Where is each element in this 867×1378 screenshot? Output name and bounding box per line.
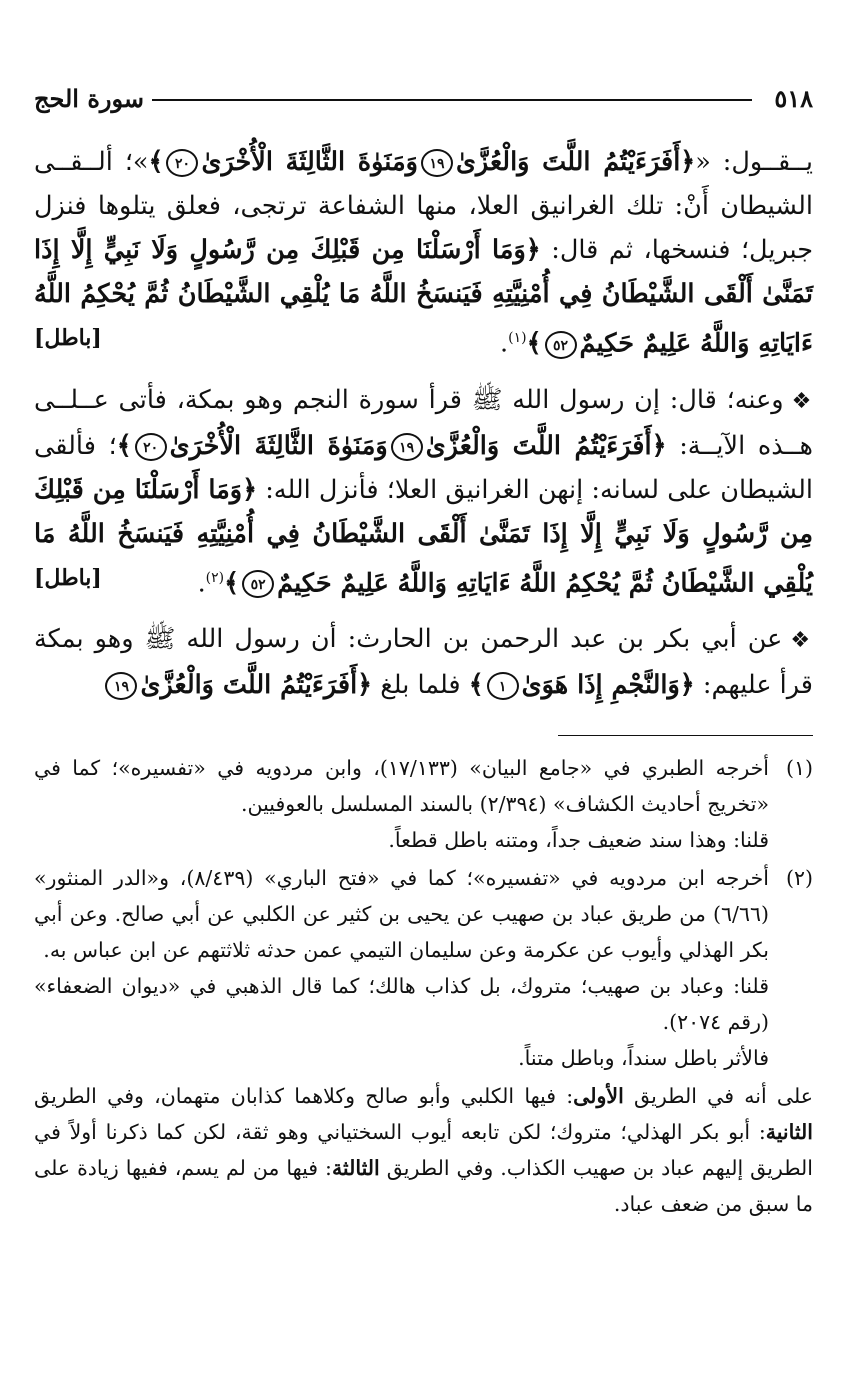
text-run: . <box>500 328 509 359</box>
quran-verse: وَمَنَوٰةَ الثَّالِثَةَ الْأُخْرَىٰ <box>201 147 418 177</box>
note-text: : فيها الكلبي وأبو صالح وكلاهما كذابان متهمان، وفي الطريق <box>34 1084 574 1108</box>
verse-number-marker: ٥٢ <box>545 331 577 359</box>
hadith-paragraph <box>34 378 813 606</box>
note-text: : فيها من لم يسم، ففيها زيادة على ما سبق من ضعف عباد. <box>34 1156 813 1216</box>
bullet-star-icon: ❖ <box>790 628 813 653</box>
footnote <box>34 860 813 1076</box>
verse-number-marker: ٥٢ <box>242 570 274 598</box>
footnote <box>34 750 813 858</box>
footnotes <box>34 750 813 1222</box>
note-text: على أنه في الطريق <box>623 1084 813 1108</box>
text-run: يــقــول: « <box>695 147 813 177</box>
text-run: وعنه؛ قال: إن رسول الله ﷺ قرأ سورة النجم وهو بمكة، فأتى عــلــى هــذه الآيــة: <box>34 384 813 461</box>
main-text <box>34 140 813 707</box>
verse-number-marker: ١٩ <box>391 433 423 461</box>
note-paragraph <box>34 1078 813 1222</box>
paragraph-text <box>34 617 813 707</box>
quran-verse: ﴿وَالنَّجْمِ إِذَا هَوَىٰ <box>521 670 695 700</box>
verse-number-marker: ٢٠ <box>135 433 167 461</box>
footnote-line: أخرجه الطبري في «جامع البيان» (١٧/١٣٣)، وابن مردويه في «تفسيره»؛ كما في «تخريج أحاديث الكشاف» (٢/٣٩٤) بالسند المسلسل بالعوفيين. <box>34 756 769 816</box>
footnote-line: فالأثر باطل سنداً، وباطل متناً. <box>518 1046 769 1070</box>
page-number: ٥١٨ <box>774 83 813 113</box>
verse-number-marker: ١٩ <box>105 672 137 700</box>
text-run: . <box>197 568 206 598</box>
quran-verse: ﴿أَفَرَءَيْتُمُ اللَّتَ وَالْعُزَّىٰ <box>425 430 667 461</box>
footnote-number: (١) <box>785 756 813 780</box>
quran-verse: ﴿أَفَرَءَيْتُمُ اللَّتَ وَالْعُزَّىٰ <box>140 670 373 700</box>
book-page <box>34 78 813 1338</box>
note-bold: الثالثة <box>331 1156 380 1180</box>
footnote-body <box>34 860 769 1076</box>
verse-number-marker: ٢٠ <box>166 149 198 177</box>
footnote-line: أخرجه ابن مردويه في «تفسيره»؛ كما في «فتح الباري» (٨/٤٣٩)، و«الدر المنثور» (٦/٦٦) من طريق عباد بن صهيب عن يحيى بن كثير عن الكلبي عن أبي صالح. وعن أبي بكر الهذلي وأيوب عن عكرمة وعن سليمان التيمي عمن حدثه ثلاثتهم عن ابن عباس به. <box>34 866 770 962</box>
quran-verse: ﴿أَفَرَءَيْتُمُ اللَّتَ وَالْعُزَّىٰ <box>455 147 696 177</box>
footnote-body <box>34 750 769 858</box>
additional-notes <box>34 1078 813 1222</box>
quran-verse: ﴾ <box>116 430 132 461</box>
footnote-line: قلنا: وهذا سند ضعيف جداً، ومتنه باطل قطعاً. <box>388 828 769 852</box>
hadith-paragraph <box>34 140 813 366</box>
text-run: عن أبي بكر بن عبد الرحمن بن الحارث: أن رسول الله ﷺ وهو بمكة قرأ عليهم: <box>34 624 813 700</box>
quran-verse: وَمَنَوٰةَ الثَّالِثَةَ الْأُخْرَىٰ <box>169 430 388 461</box>
footnote-ref: (١) <box>508 330 527 346</box>
bullet-star-icon: ❖ <box>791 388 813 414</box>
quran-verse: ﴾ <box>526 328 542 359</box>
text-run: »؛ ألــقــى الشيطان أَنْ: تلك الغرانيق العلا، منها الشفاعة ترتجى، فعلق يتلوها فنزل جبريل؛ فنسخها، ثم قال: <box>34 147 813 265</box>
paragraph-text <box>34 378 813 606</box>
verse-number-marker: ١ <box>487 672 519 700</box>
quran-verse: ﴿وَمَا أَرْسَلْنَا مِن قَبْلِكَ مِن رَّسُولٍ وَلَا نَبِيٍّ إِلَّا إِذَا تَمَنَّىٰ أَلْقَى الشَّيْطَانُ فِي أُمْنِيَّتِهِ فَيَنسَخُ اللَّهُ مَا يُلْقِي الشَّيْطَانُ ثُمَّ يُحْكِمُ اللَّهُ ءَايَاتِهِ وَاللَّهُ عَلِيمٌ حَكِيمٌ <box>34 474 813 598</box>
quran-verse: ﴾ <box>468 670 484 700</box>
footnote-separator <box>558 735 813 736</box>
verse-number-marker: ١٩ <box>421 149 453 177</box>
paragraph-text <box>34 140 813 366</box>
running-header <box>34 78 813 118</box>
grade-label: [باطل] <box>34 564 102 591</box>
quran-verse: ﴾ <box>148 147 164 177</box>
note-bold: الأولى <box>573 1084 624 1108</box>
quran-verse: ﴾ <box>224 568 240 598</box>
grade-label: [باطل] <box>34 325 102 351</box>
quran-verse: ﴿وَمَا أَرْسَلْنَا مِن قَبْلِكَ مِن رَّسُولٍ وَلَا نَبِيٍّ إِلَّا إِذَا تَمَنَّىٰ أَلْقَى الشَّيْطَانُ فِي أُمْنِيَّتِهِ فَيَنسَخُ اللَّهُ مَا يُلْقِي الشَّيْطَانُ ثُمَّ يُحْكِمُ اللَّهُ ءَايَاتِهِ وَاللَّهُ عَلِيمٌ حَكِيمٌ <box>34 235 813 359</box>
surah-title: سورة الحج <box>34 83 144 113</box>
footnote-line: قلنا: وعباد بن صهيب؛ متروك، بل كذاب هالك؛ كما قال الذهبي في «ديوان الضعفاء» (رقم ٢٠٧٤). <box>34 974 769 1034</box>
header-rule <box>152 99 752 101</box>
footnote-ref: (٢) <box>205 569 225 586</box>
hadith-paragraph <box>34 617 813 707</box>
text-run: ؛ فألقى الشيطان على لسانه: إنهن الغرانيق العلا؛ فأنزل الله: <box>34 430 813 505</box>
footnote-number: (٢) <box>785 866 813 890</box>
note-text: : أبو بكر الهذلي؛ متروك؛ لكن تابعه أيوب السختياني وهو ثقة، لكن كما ذكرنا أولاً في الطريق إليهم عباد بن صهيب الكذاب. وفي الطريق <box>34 1120 813 1180</box>
text-run: فلما بلغ <box>372 670 469 700</box>
note-bold: الثانية <box>765 1120 813 1144</box>
